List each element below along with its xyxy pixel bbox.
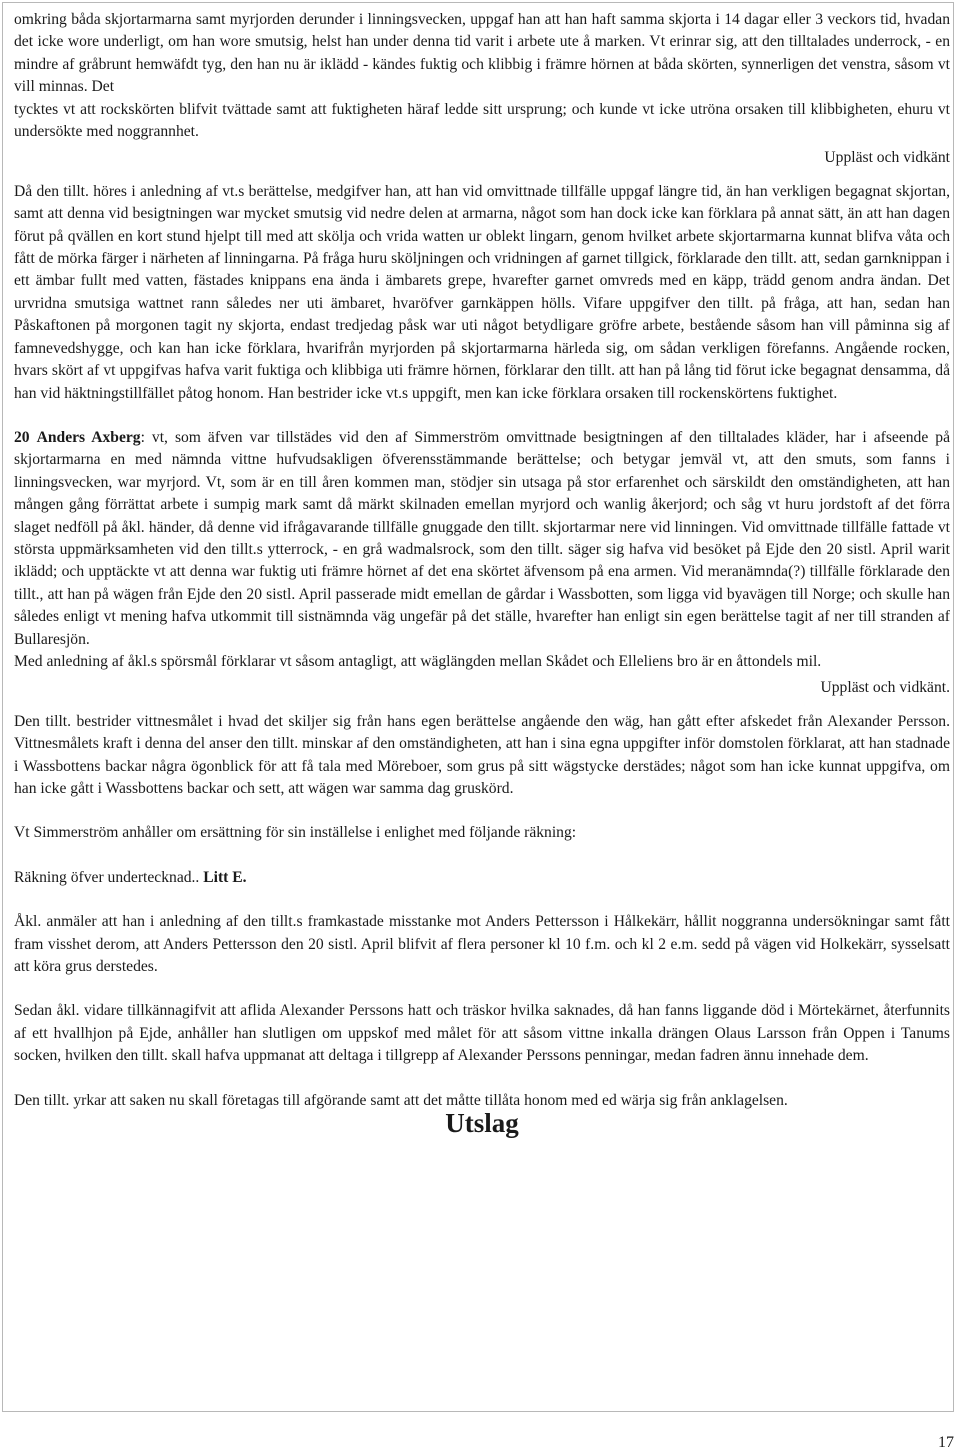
paragraph: omkring båda skjortarmarna samt myrjorden derunder i linningsvecken, uppgaf han att han haft samma skjorta i 14 dagar eller 3 veckors tid, hvadan det icke wore underligt, om han wore smutsig, helst han under denna tid varit i arbete ute å marken. Vt erinrar sig, att den tilltalades underrock, - en mindre af gråbrunt hemwäfdt tyg, den han nu är iklädd - kändes fuktig och klibbig i främre hörnen at båda skörten, synnerligen det venstra, såsom vt vill minnas. Det bbox=[14, 11, 950, 96]
paragraph: Vt Simmerström anhåller om ersättning för sin inställelse i enlighet med följande räkning: bbox=[14, 824, 577, 842]
witness-paragraph bbox=[14, 427, 950, 651]
read-and-approved-note: Uppläst och vidkänt bbox=[824, 149, 950, 167]
paragraph: Den tillt. bestrider vittnesmålet i hvad det skiljer sig från hans egen berättelse angående den wäg, han gått efter afskedet från Alexander Persson. Vittnesmålets kraft i denna del anser den tillt. minskar af den omständigheten, att han i sina egna uppgifter inför domstolen förklarat, att han stadnade i Wassbottens backar några ögonblick för att få tala med Möreboer, som grus på sitt wägstycke derstädes; något som han icke kunnat uppgifva, om han icke gått i Wassbottens backar och sett, att wägen war samma dag gruskörd. bbox=[14, 712, 950, 797]
paragraph: tycktes vt att rockskörten blifvit tvättade samt att fuktigheten häraf ledde sitt ursprung; och kunde vt icke utröna orsaken till klibbigheten, ehuru vt undersökte med noggrannhet. bbox=[14, 100, 950, 141]
paragraph: Åkl. anmäler att han i anledning af den tillt.s framkastade misstanke mot Anders Pettersson i Hålkekärr, hållit noggranna undersökningar samt fått fram visshet derom, att Anders Pettersson den 20 sistl. April blifvit af flera personer kl 10 f.m. och kl 2 e.m. sedd på vägen vid Holkekärr, sysselsatt att köra grus derstedes. bbox=[14, 913, 950, 976]
witness-name: Anders Axberg bbox=[36, 428, 141, 446]
read-and-approved-note: Uppläst och vidkänt. bbox=[820, 679, 950, 697]
paragraph: Sedan åkl. vidare tillkännagifvit att aflida Alexander Perssons hatt och träskor hvilka saknades, då han fanns liggande död i Mörtekärnet, återfunnits af ett hvallhjon på Ejde, anhåller han slutligen om uppskof med målet för att såsom vittne inkalla drängen Olaus Larsson från Oppen i Tanums socken, hvilken den tillt. skall hafva uppmanat att deltaga i tillgrepp af Alexander Perssons penningar, medan fadren ännu innehade dem. bbox=[14, 1002, 950, 1065]
witness-number: 20 bbox=[14, 428, 30, 446]
document-body bbox=[14, 9, 950, 1139]
bill-exhibit: Litt E. bbox=[203, 868, 247, 886]
witness-testimony: : vt, som äfven var tillstädes vid den af Simmerström omvittnade besigtningen af den tilltalades kläder, har i afseende på skjortarmarna en med nämnda vittne hufvudsakligen öfverensstämmande berättelse; och betygar jemväl vt, att den smuts, som fanns i linningsvecken, war myrjord. Vt, som är en till åren kommen man, stödjer sin utsaga på stor erfarenhet och särskildt den omständigheten, att han mången gång förrättat arbete i sumpig mark samt då märkt skilnaden emellan myrjord och wanlig åkerjord; och såg vt huru jordstoft af det förra slaget nedföll på åkl. händer, då denne vid ifrågavarande tillfälle gnuggade den tillt. skjortarmar nere vid linningen. Vid omvittnade tillfälle fattade vt största uppmärksamheten vid den tillt.s ytterrock, - en grå wadmalsrock, som den tillt. säger sig hafva vid besöket på Ejde den 20 sistl. April warit iklädd; och upptäckte vt att denna war fuktig uti främre hörnet af det ena skörtet äfvensom på ena armen. Vid meranämnda(?) tillfälle förklarade den tillt., att han på wägen från Ejde den 20 sistl. April passerade midt emellan de gårdar i Wassbotten, som ligga vid byavägen till Norge; och skulle han således enligt vt mening hafva utkommit till sistnämnda väg ungefär på det ställe, hvarefter han enligt sin egen berättelse tagit af ner till stranden af Bullaresjön. bbox=[14, 428, 950, 648]
bill-text: Räkning öfver undertecknad.. bbox=[14, 868, 200, 886]
document-page bbox=[2, 2, 954, 1412]
paragraph: Då den tillt. höres i anledning af vt.s berättelse, medgifver han, att han vid omvittnade tillfälle uppgaf längre tid, än han verkligen begagnat skjortan, samt att denna vid besigtningen war mycket smutsig vid nedre delen at armarna, något som han dock icke kan förklara på annat sätt, än att han dagen förut på qvällen en kort stund hjelpt till med att skölja och vrida watten ur oblekt lingarn, genom hvilket arbete skjortarmarna kunnat blifva våta och fått de mörka färger i närheten af linningarna. På fråga huru sköljningen och vridningen af garnet tillgick, förklarade den tillt. att, sedan garnknippan i ett ämbar fullt med vatten, fästades knippans ena ända i ämbarets grepe, hvarefter garnet omvreds med en käpp, trädd genom andra ändan. Det urvridna smutsiga wattnet rann således ner uti ämbaret, hvaröfver garnkäppen hölls. Vifare uppgifver den tillt. på fråga, att han, sedan han Påskaftonen på morgonen tagit ny skjorta, endast tredjedag påsk war uti något betydligare gröfre arbete, bestående såsom han vill påminna sig af famnevedshygge, och kan han icke förklara, hvarifrån myrjorden på skjortarmarna härleda sig, om sådan verkligen förefanns. Angående rocken, hvars skört af vt uppgifvas hafva varit fuktiga och klibbiga uti främre hörnen, förklarar den tillt. att han på lång tid förut icke begagnat densamma, då han vid häktningstillfället påtog honom. Han bestrider icke vt.s uppgift, men kan icke förklara orsaken till rockenskörtens fuktighet. bbox=[14, 182, 950, 402]
page-number: 17 bbox=[938, 1434, 954, 1451]
paragraph: Med anledning af åkl.s spörsmål förklarar vt såsom antagligt, att wäglängden mellan Skådet och Elleliens bro är en åttondels mil. bbox=[14, 652, 822, 670]
paragraph: Den tillt. yrkar att saken nu skall företagas till afgörande samt att det måtte tillåta honom med ed wärja sig från anklagelsen. bbox=[14, 1091, 788, 1109]
bill-reference bbox=[14, 867, 950, 889]
section-title: Utslag bbox=[445, 1108, 519, 1139]
